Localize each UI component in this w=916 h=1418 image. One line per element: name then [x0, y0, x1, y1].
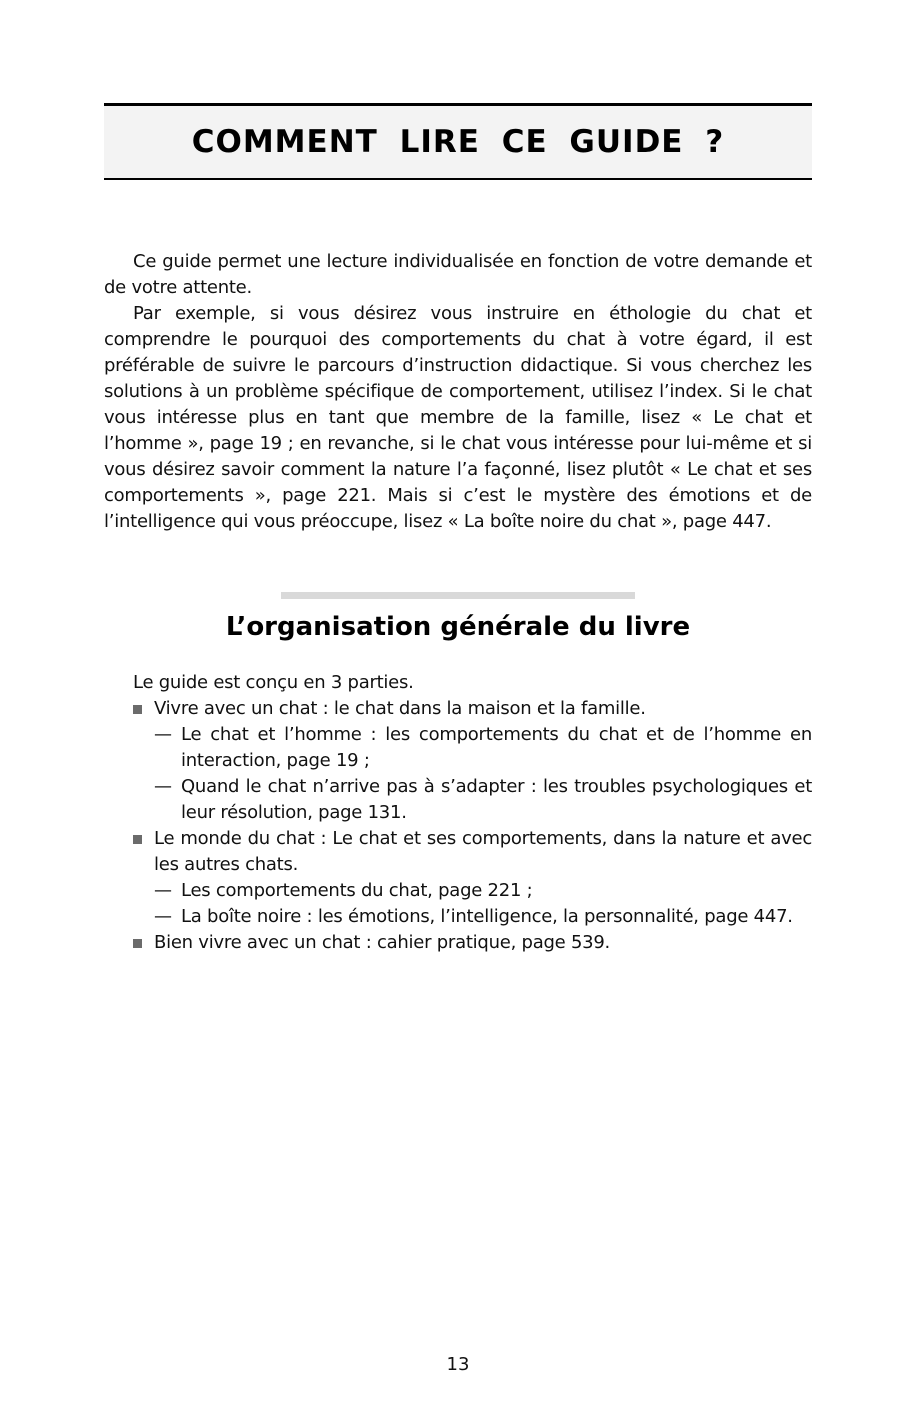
- sub-item: [154, 878, 812, 904]
- organization-lead: Le guide est conçu en 3 parties.: [133, 672, 414, 693]
- intro-text: [104, 249, 812, 535]
- sub-text: Le chat et l’homme : les comportements du chat et de l’homme en interaction, page 19 ;: [181, 724, 812, 771]
- sub-item: [154, 904, 812, 930]
- intro-paragraph-2: Par exemple, si vous désirez vous instruire en éthologie du chat et comprendre le pourquoi des comportements du chat à votre égard, il est préférable de suivre le parcours d’instruction didactique. Si vous cherchez les solutions à un problème spécifique de comportement, utilisez l’index. Si le chat vous intéresse plus en tant que membre de la famille, lisez « Le chat et l’homme », page 19 ; en revanche, si le chat vous intéresse pour lui-même et si vous désirez savoir comment la nature l’a façonné, lisez plutôt « Le chat et ses comportements », page 221. Mais si c’est le mystère des émotions et de l’intelligence qui vous préoccupe, lisez « La boîte noire du chat », page 447.: [104, 303, 812, 532]
- square-bullet-icon: [133, 835, 142, 844]
- sub-list: [154, 722, 812, 826]
- part-item: [104, 930, 812, 956]
- page-number: 13: [446, 1354, 470, 1375]
- square-bullet-icon: [133, 939, 142, 948]
- section-title: L’organisation générale du livre: [225, 612, 691, 642]
- dash-icon: —: [154, 906, 172, 927]
- sub-text: Les comportements du chat, page 221 ;: [181, 880, 533, 901]
- sub-text: La boîte noire : les émotions, l’intelligence, la personnalité, page 447.: [181, 906, 793, 927]
- sub-item: [154, 774, 812, 826]
- dash-icon: —: [154, 724, 172, 745]
- dash-icon: —: [154, 776, 172, 797]
- part-text: Bien vivre avec un chat : cahier pratique, page 539.: [154, 932, 611, 953]
- sub-item: [154, 722, 812, 774]
- part-text: Vivre avec un chat : le chat dans la maison et la famille.: [154, 698, 646, 719]
- organization-section: [104, 670, 812, 956]
- square-bullet-icon: [133, 705, 142, 714]
- chapter-title-box: [104, 103, 812, 180]
- chapter-title: COMMENT LIRE CE GUIDE ?: [191, 124, 725, 160]
- part-text: Le monde du chat : Le chat et ses comportements, dans la nature et avec les autres chats.: [154, 828, 812, 875]
- intro-paragraph-1: Ce guide permet une lecture individualisée en fonction de votre demande et de votre attente.: [104, 251, 812, 298]
- sub-list: [154, 878, 812, 930]
- parts-list: [104, 696, 812, 956]
- part-item: [104, 696, 812, 826]
- dash-icon: —: [154, 880, 172, 901]
- section-divider: [281, 592, 635, 599]
- sub-text: Quand le chat n’arrive pas à s’adapter : les troubles psychologiques et leur résolution, page 131.: [181, 776, 812, 823]
- part-item: [104, 826, 812, 930]
